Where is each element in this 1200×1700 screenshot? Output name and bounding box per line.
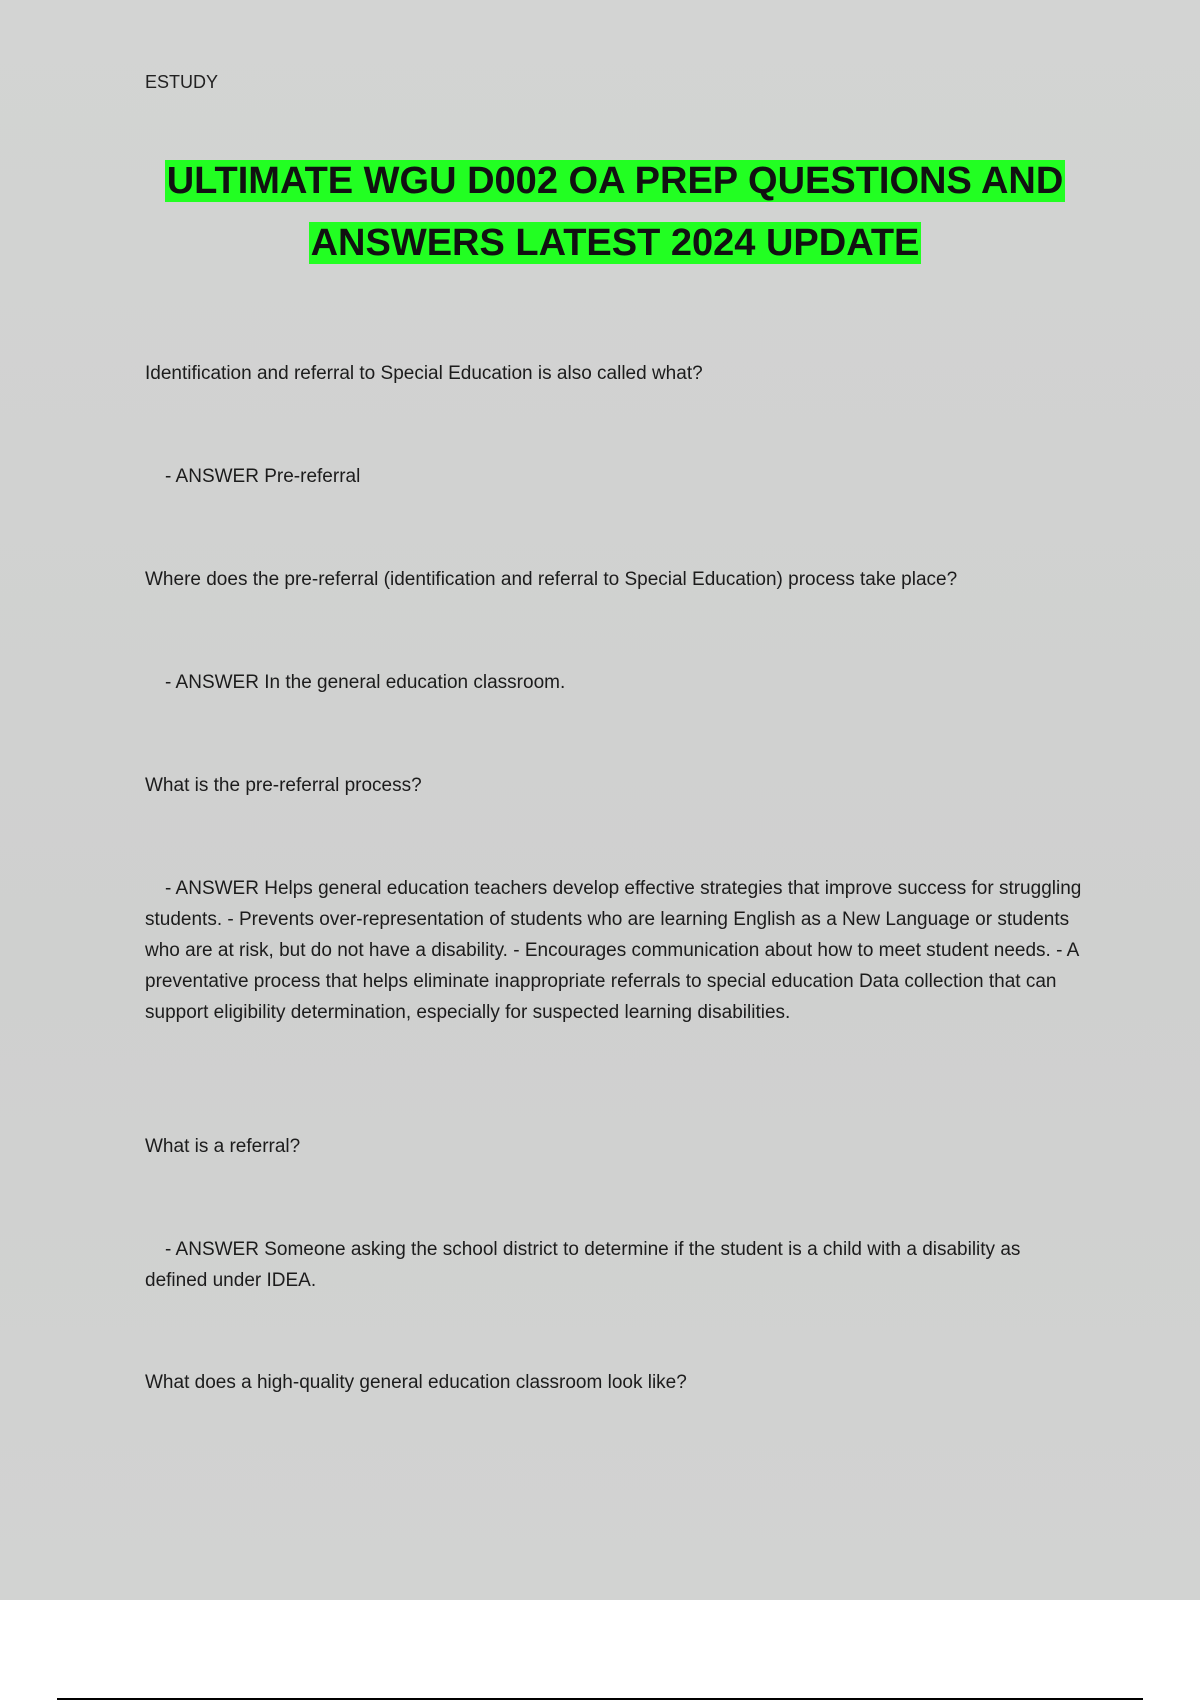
answer-1 [145,461,1085,492]
answer-1-text: - ANSWER Pre-referral [165,466,361,487]
answer-2 [145,667,1085,698]
question-5: What does a high-quality general education classroom look like? [145,1372,687,1393]
answer-4 [145,1234,1085,1296]
answer-2-text: - ANSWER In the general education classroom. [165,672,566,693]
title-highlight: ULTIMATE WGU D002 OA PREP QUESTIONS AND ANSWERS LATEST 2024 UPDATE [166,160,1064,264]
answer-4-text: - ANSWER Someone asking the school district to determine if the student is a child with a disability as defined under IDEA. [145,1239,1021,1291]
question-1: Identification and referral to Special Education is also called what? [145,363,703,384]
document-title [145,150,1085,274]
answer-3-text: - ANSWER Helps general education teachers develop effective strategies that improve success for struggling students. - Prevents over-representation of students who are learning English as a New Language or students who are at risk, but do not have a disability. - Encourages communication about how to meet student needs. - A preventative process that helps eliminate inappropriate referrals to special education Data collection that can support eligibility determination, especially for suspected learning disabilities. [145,878,1082,1023]
question-2: Where does the pre-referral (identification and referral to Special Education) process take place? [145,569,958,590]
answer-3 [145,873,1085,1028]
question-3: What is the pre-referral process? [145,775,422,796]
question-4: What is a referral? [145,1136,301,1157]
header-label: ESTUDY [145,72,219,92]
